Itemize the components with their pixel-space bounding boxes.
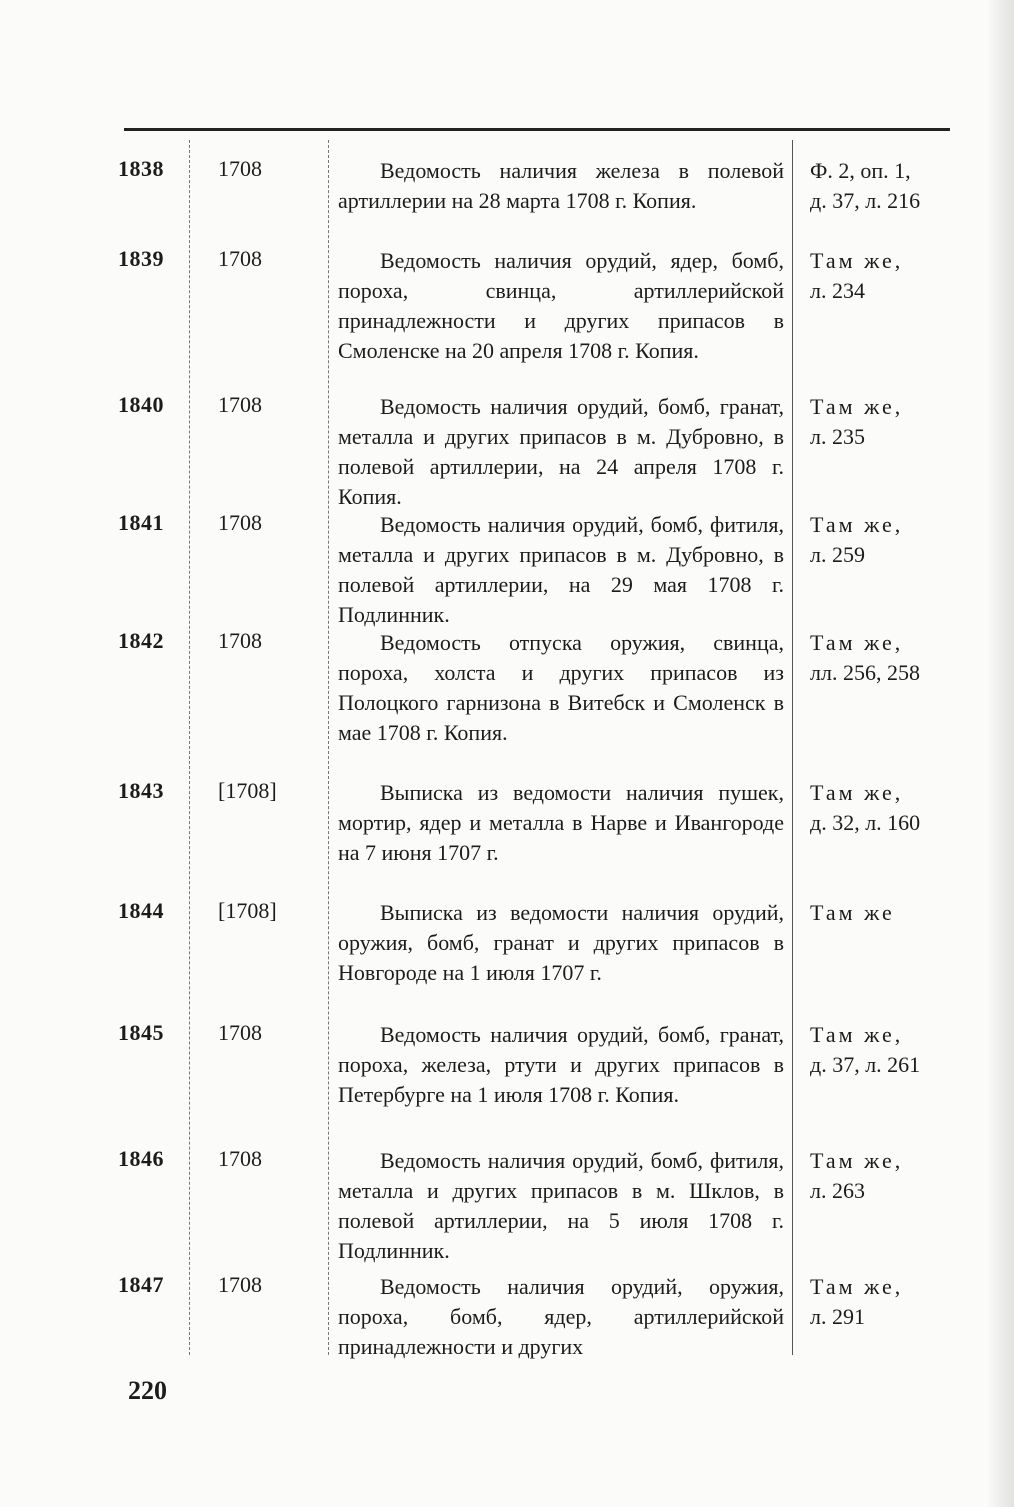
reference-line-1: Там же,: [810, 248, 904, 273]
reference-line-1: Там же,: [810, 1148, 904, 1173]
reference-line-2: л. 235: [810, 424, 865, 449]
entry-year: 1708: [218, 156, 262, 181]
reference-line-2: д. 32, л. 160: [810, 810, 921, 835]
reference-line-1: Там же,: [810, 780, 904, 805]
entry-description: Ведомость наличия железа в полевой артиллерии на 28 марта 1708 г. Копия.: [338, 158, 784, 213]
column-divider-description: [792, 140, 793, 1355]
reference-line-2: д. 37, л. 261: [810, 1052, 921, 1077]
entry-reference: [810, 898, 960, 928]
entry-reference: [810, 156, 960, 216]
entry-number: 1840: [118, 392, 164, 417]
reference-line-1: Там же,: [810, 394, 904, 419]
reference-line-2: л. 259: [810, 542, 865, 567]
page-edge-shadow: [986, 0, 1014, 1507]
reference-line-2: л. 263: [810, 1178, 865, 1203]
entry-description: Ведомость наличия орудий, бомб, гранат, металла и других припасов в м. Дубровно, в полевой артиллерии, на 24 апреля 1708 г. Копия.: [338, 394, 784, 509]
entry-description: Ведомость отпуска оружия, свинца, пороха, холста и других припасов из Полоцкого гарнизона в Витебск и Смоленск в мае 1708 г. Копия.: [338, 630, 784, 745]
entry-year: 1708: [218, 510, 262, 535]
column-divider-year: [328, 140, 329, 1355]
entry-description: Выписка из ведомости наличия орудий, оружия, бомб, гранат и других припасов в Новгороде на 1 июля 1707 г.: [338, 900, 784, 985]
entry-number: 1841: [118, 510, 164, 535]
entry-number: 1847: [118, 1272, 164, 1297]
entry-number: 1839: [118, 246, 164, 271]
column-divider-number: [189, 140, 190, 1355]
entry-number: 1846: [118, 1146, 164, 1171]
entry-reference: [810, 246, 960, 306]
reference-line-1: Там же,: [810, 512, 904, 537]
entry-reference: [810, 392, 960, 452]
entry-year: 1708: [218, 1146, 262, 1171]
reference-line-1: Там же,: [810, 630, 904, 655]
entry-reference: [810, 778, 960, 838]
entry-number: 1845: [118, 1020, 164, 1045]
entry-reference: [810, 1272, 960, 1332]
entry-year: 1708: [218, 628, 262, 653]
entry-year: 1708: [218, 246, 262, 271]
entry-year: 1708: [218, 1272, 262, 1297]
entry-description: Ведомость наличия орудий, бомб, фитиля, металла и других припасов в м. Шклов, в полевой артиллерии, на 5 июля 1708 г. Подлинник.: [338, 1148, 784, 1263]
reference-line-1: Ф. 2, оп. 1,: [810, 158, 911, 183]
entry-year: 1708: [218, 1020, 262, 1045]
reference-line-2: л. 234: [810, 278, 865, 303]
reference-line-1: Там же,: [810, 1274, 904, 1299]
entry-description: Ведомость наличия орудий, ядер, бомб, пороха, свинца, артиллерийской принадлежности и других припасов в Смоленске на 20 апреля 1708 г. Копия.: [338, 248, 784, 363]
entry-description: Выписка из ведомости наличия пушек, мортир, ядер и металла в Нарве и Ивангороде на 7 июня 1707 г.: [338, 780, 784, 865]
entry-reference: [810, 1020, 960, 1080]
entry-year: [1708]: [218, 898, 277, 923]
entry-number: 1838: [118, 156, 164, 181]
entry-reference: [810, 510, 960, 570]
reference-line-1: Там же: [810, 900, 895, 925]
entry-year: [1708]: [218, 778, 277, 803]
reference-line-2: лл. 256, 258: [810, 660, 920, 685]
entry-number: 1843: [118, 778, 164, 803]
entry-year: 1708: [218, 392, 262, 417]
page-number: 220: [128, 1376, 167, 1405]
entry-reference: [810, 628, 960, 688]
reference-line-2: л. 291: [810, 1304, 865, 1329]
entry-description: Ведомость наличия орудий, бомб, фитиля, металла и других припасов в м. Дубровно, в полевой артиллерии, на 29 мая 1708 г. Подлинник.: [338, 512, 784, 627]
reference-line-1: Там же,: [810, 1022, 904, 1047]
entry-description: Ведомость наличия орудий, бомб, гранат, пороха, железа, ртути и других припасов в Петербурге на 1 июля 1708 г. Копия.: [338, 1022, 784, 1107]
reference-line-2: д. 37, л. 216: [810, 188, 921, 213]
entry-description: Ведомость наличия орудий, оружия, пороха, бомб, ядер, артиллерийской принадлежности и других: [338, 1274, 784, 1359]
top-rule: [124, 128, 950, 131]
entry-reference: [810, 1146, 960, 1206]
entry-number: 1842: [118, 628, 164, 653]
entry-number: 1844: [118, 898, 164, 923]
